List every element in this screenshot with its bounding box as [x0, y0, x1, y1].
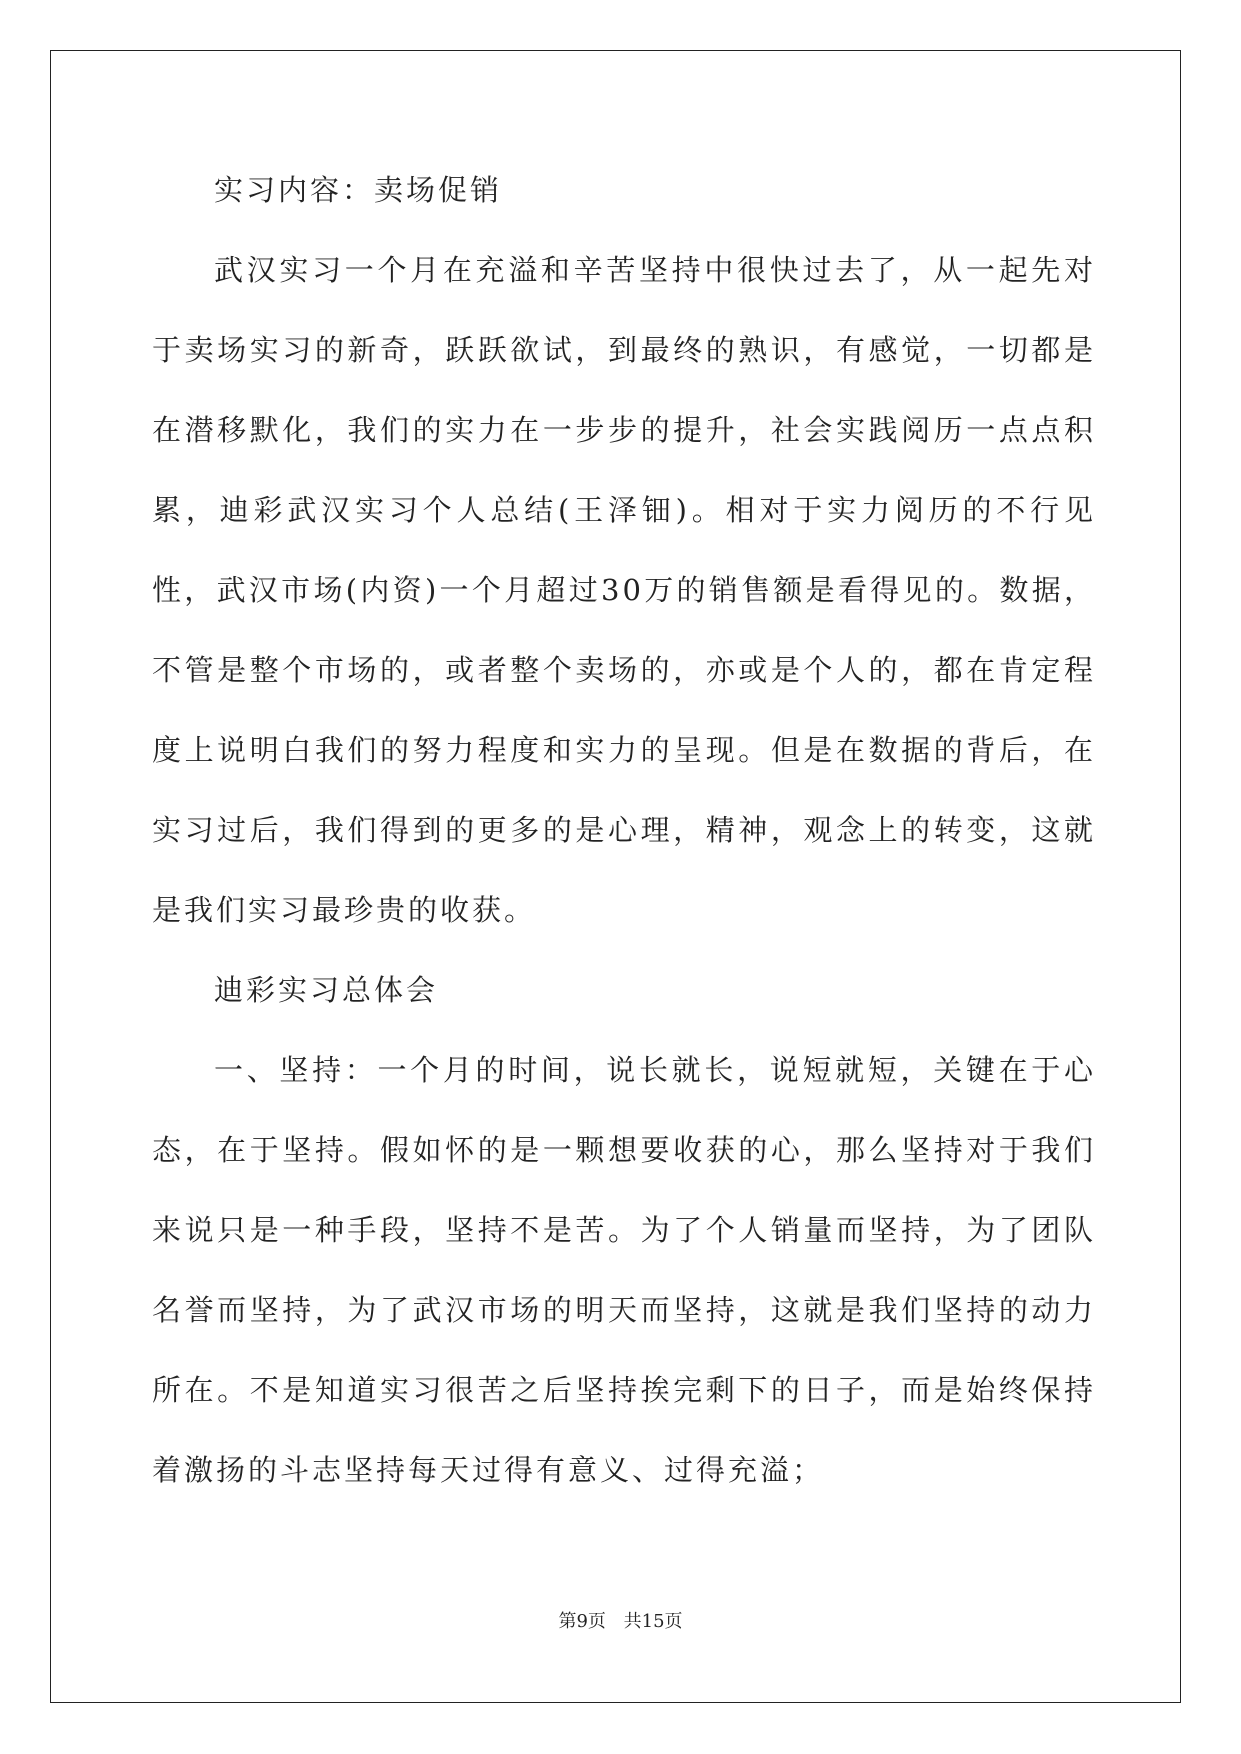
section-heading-internship-content: 实习内容：卖场促销: [214, 173, 503, 207]
paragraph-internship-summary: 武汉实习一个月在充溢和辛苦坚持中很快过去了，从一起先对于卖场实习的新奇，跃跃欲试，到最终的熟识，有感觉，一切都是在潜移默化，我们的实力在一步步的提升，社会实践阅历一点点积累，迪彩武汉实习个人总结(王泽钿)。相对于实力阅历的不行见性，武汉市场(内资)一个月超过30万的销售额是看得见的。数据，不管是整个市场的，或者整个卖场的，亦或是个人的，都在肯定程度上说明白我们的努力程度和实力的呈现。但是在数据的背后，在实习过后，我们得到的更多的是心理，精神，观念上的转变，这就是我们实习最珍贵的收获。: [152, 253, 1096, 927]
document-body: [152, 150, 1096, 1510]
paragraph-persistence: 一、坚持：一个月的时间，说长就长，说短就短，关键在于心态，在于坚持。假如怀的是一颗想要收获的心，那么坚持对于我们来说只是一种手段，坚持不是苦。为了个人销量而坚持，为了团队名誉而坚持，为了武汉市场的明天而坚持，这就是我们坚持的动力所在。不是知道实习很苦之后坚持挨完剩下的日子，而是始终保持着激扬的斗志坚持每天过得有意义、过得充溢；: [152, 1053, 1096, 1487]
page-total: 共15页: [623, 1611, 683, 1632]
page-footer: [0, 1607, 1241, 1633]
page-number: 第9页: [558, 1611, 606, 1632]
section-heading-overall-experience: 迪彩实习总体会: [214, 973, 439, 1007]
